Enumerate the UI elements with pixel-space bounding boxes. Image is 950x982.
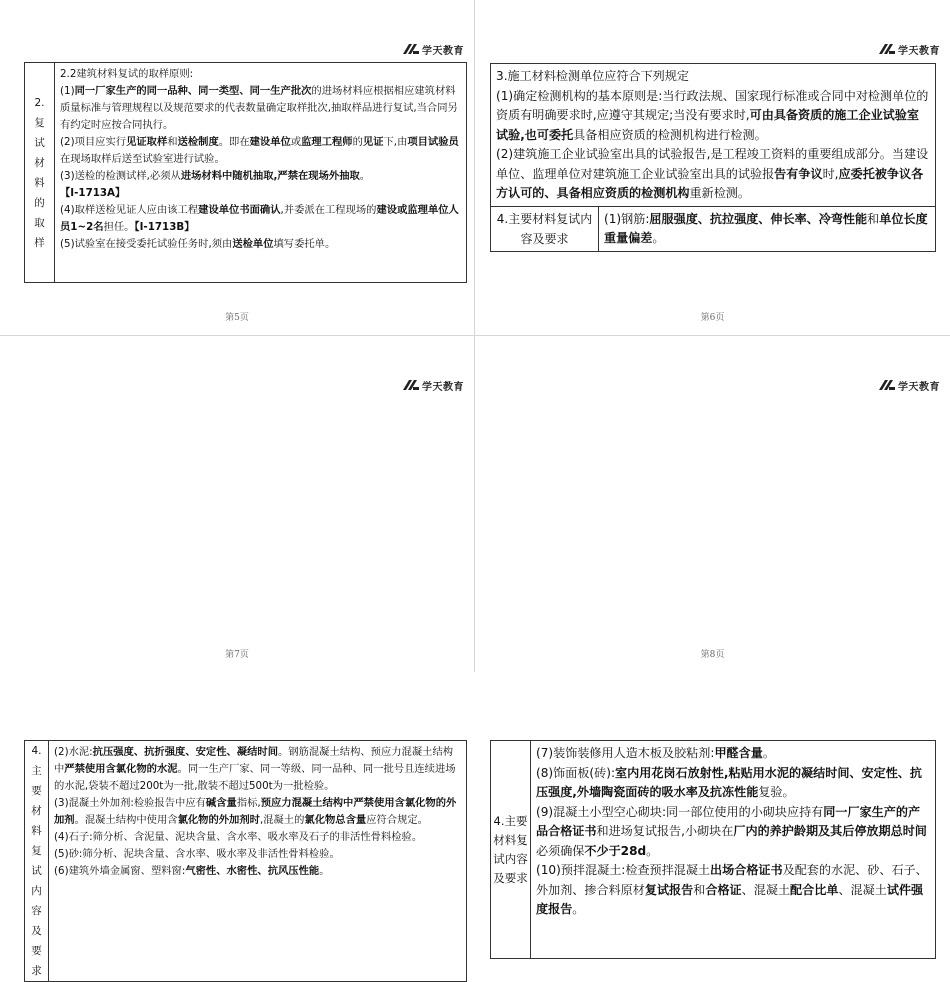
- document-page-6: [475, 0, 950, 336]
- paragraph: (4)石子:筛分析、含泥量、泥块含量、含水率、吸水率及石子的非活性骨料检验。: [54, 831, 423, 843]
- brand-name: 学天教育: [898, 45, 940, 57]
- paragraph: (9)混凝土小型空心砌块:同一部位使用的小砌块应持有同一厂家生产的产品合格证书和进场复试报告,小砌块在厂内的养护龄期及其后停放期总时间必须确保不少于28d。: [536, 804, 927, 858]
- intro-cell: [491, 64, 936, 207]
- paragraph: (5)砂:筛分析、泥块含量、含水率、吸水率及非活性骨料检验。: [54, 848, 340, 860]
- section-label: 4.主要材料复试内容及要求: [31, 745, 42, 977]
- content-table: [490, 63, 936, 252]
- document-page-7: [0, 336, 475, 977]
- content-cell: [531, 741, 936, 959]
- paragraph: (1)同一厂家生产的同一品种、同一类型、同一生产批次的进场材料应根据相应建筑材料质量标准与管理规程以及规范要求的代表数量确定取样批次,抽取样品进行复试,当合同另有约定时应按合同执行。: [60, 85, 458, 131]
- section-label-cell: [491, 741, 531, 959]
- content-table: [490, 740, 936, 959]
- content-table: [24, 62, 467, 283]
- paragraph: (6)建筑外墙金属窗、塑料窗:气密性、水密性、抗风压性能。: [54, 865, 330, 877]
- paragraph: 2.2建筑材料复试的取样原则:: [60, 68, 194, 80]
- section-label: 4.主要材料复试内容及要求: [496, 211, 593, 246]
- section-label-cell: [491, 206, 599, 251]
- paragraph: (8)饰面板(砖):室内用花岗石放射性,粘贴用水泥的凝结时间、安定性、抗压强度,外墙陶瓷面砖的吸水率及抗冻性能复验。: [536, 765, 922, 799]
- page-number: 第5页: [225, 313, 249, 323]
- document-page-5: [0, 0, 475, 336]
- content-cell: [49, 741, 467, 982]
- paragraph: (4)取样送检见证人应由该工程建设单位书面确认,并委派在工程现场的建设或监理单位人员1~2名担任。【Ⅰ-1713B】: [60, 204, 459, 233]
- content-cell: [599, 206, 936, 251]
- document-page-8: [475, 336, 950, 916]
- brand-logo-icon: [403, 43, 419, 55]
- paragraph: (2)水泥:抗压强度、抗折强度、安定性、凝结时间。钢筋混凝土结构、预应力混凝土结构中严禁使用含氯化物的水泥。同一生产厂家、同一等级、同一品种、同一批号且连续进场的水泥,袋装不超过200t为一批,散装不超过500t为一批检验。: [54, 746, 456, 792]
- brand-name: 学天教育: [898, 381, 940, 393]
- brand-logo-icon: [403, 379, 419, 391]
- brand-name: 学天教育: [422, 381, 464, 393]
- paragraph: 3.施工材料检测单位应符合下列规定: [496, 69, 689, 83]
- paragraph: (2)建筑施工企业试验室出具的试验报告,是工程竣工资料的重要组成部分。当建设单位、监理单位对建筑施工企业试验室出具的试验报告有争议时,应委托被争议各方认可的、具备相应资质的检测机构重新检测。: [496, 147, 929, 200]
- page-number: 第7页: [225, 650, 249, 660]
- paragraph: (2)项目应实行见证取样和送检制度。即在建设单位或监理工程师的见证下,由项目试验员在现场取样后送至试验室进行试验。: [60, 136, 459, 165]
- section-label: 2.复试材料的取样: [34, 96, 45, 249]
- section-label-cell: [25, 741, 49, 982]
- content-cell: [55, 63, 467, 283]
- brand-logo: [879, 378, 940, 392]
- paragraph: (1)钢筋:屈服强度、抗拉强度、伸长率、冷弯性能和单位长度重量偏差。: [604, 211, 928, 245]
- paragraph: (3)送检的检测试样,必须从进场材料中随机抽取,严禁在现场外抽取。 【Ⅰ-1713A】: [60, 170, 371, 199]
- brand-logo: [403, 42, 464, 56]
- content-table: [24, 740, 467, 982]
- paragraph: (1)确定检测机构的基本原则是:当行政法规、国家现行标准或合同中对检测单位的资质有明确要求时,应遵守其规定;当没有要求时,可由具备资质的施工企业试验室试验,也可委托具备相应资质的检测机构进行检测。: [496, 88, 929, 142]
- brand-logo-icon: [879, 379, 895, 391]
- paragraph: (5)试验室在接受委托试验任务时,须由送检单位填写委托单。: [60, 238, 336, 250]
- brand-name: 学天教育: [422, 45, 464, 57]
- brand-logo: [403, 378, 464, 392]
- brand-logo-icon: [879, 43, 895, 55]
- section-label-cell: [25, 63, 55, 283]
- brand-logo: [879, 42, 940, 56]
- page-number: 第8页: [700, 650, 725, 660]
- paragraph: (7)装饰装修用人造木板及胶粘剂:甲醛含量。: [536, 746, 775, 760]
- paragraph: (10)预拌混凝土:检查预拌混凝土出场合格证书及配套的水泥、砂、石子、外加剂、掺合料原材复试报告和合格证、混凝土配合比单、混凝土试件强度报告。: [536, 863, 928, 916]
- page-number: 第6页: [700, 313, 725, 323]
- paragraph: (3)混凝土外加剂:检验报告中应有碱含量指标,预应力混凝土结构中严禁使用含氯化物的外加剂。混凝土结构中使用含氯化物的外加剂时,混凝土的氯化物总含量应符合规定。: [54, 797, 457, 826]
- section-label: 4.主要材料复试内容及要求: [493, 813, 528, 885]
